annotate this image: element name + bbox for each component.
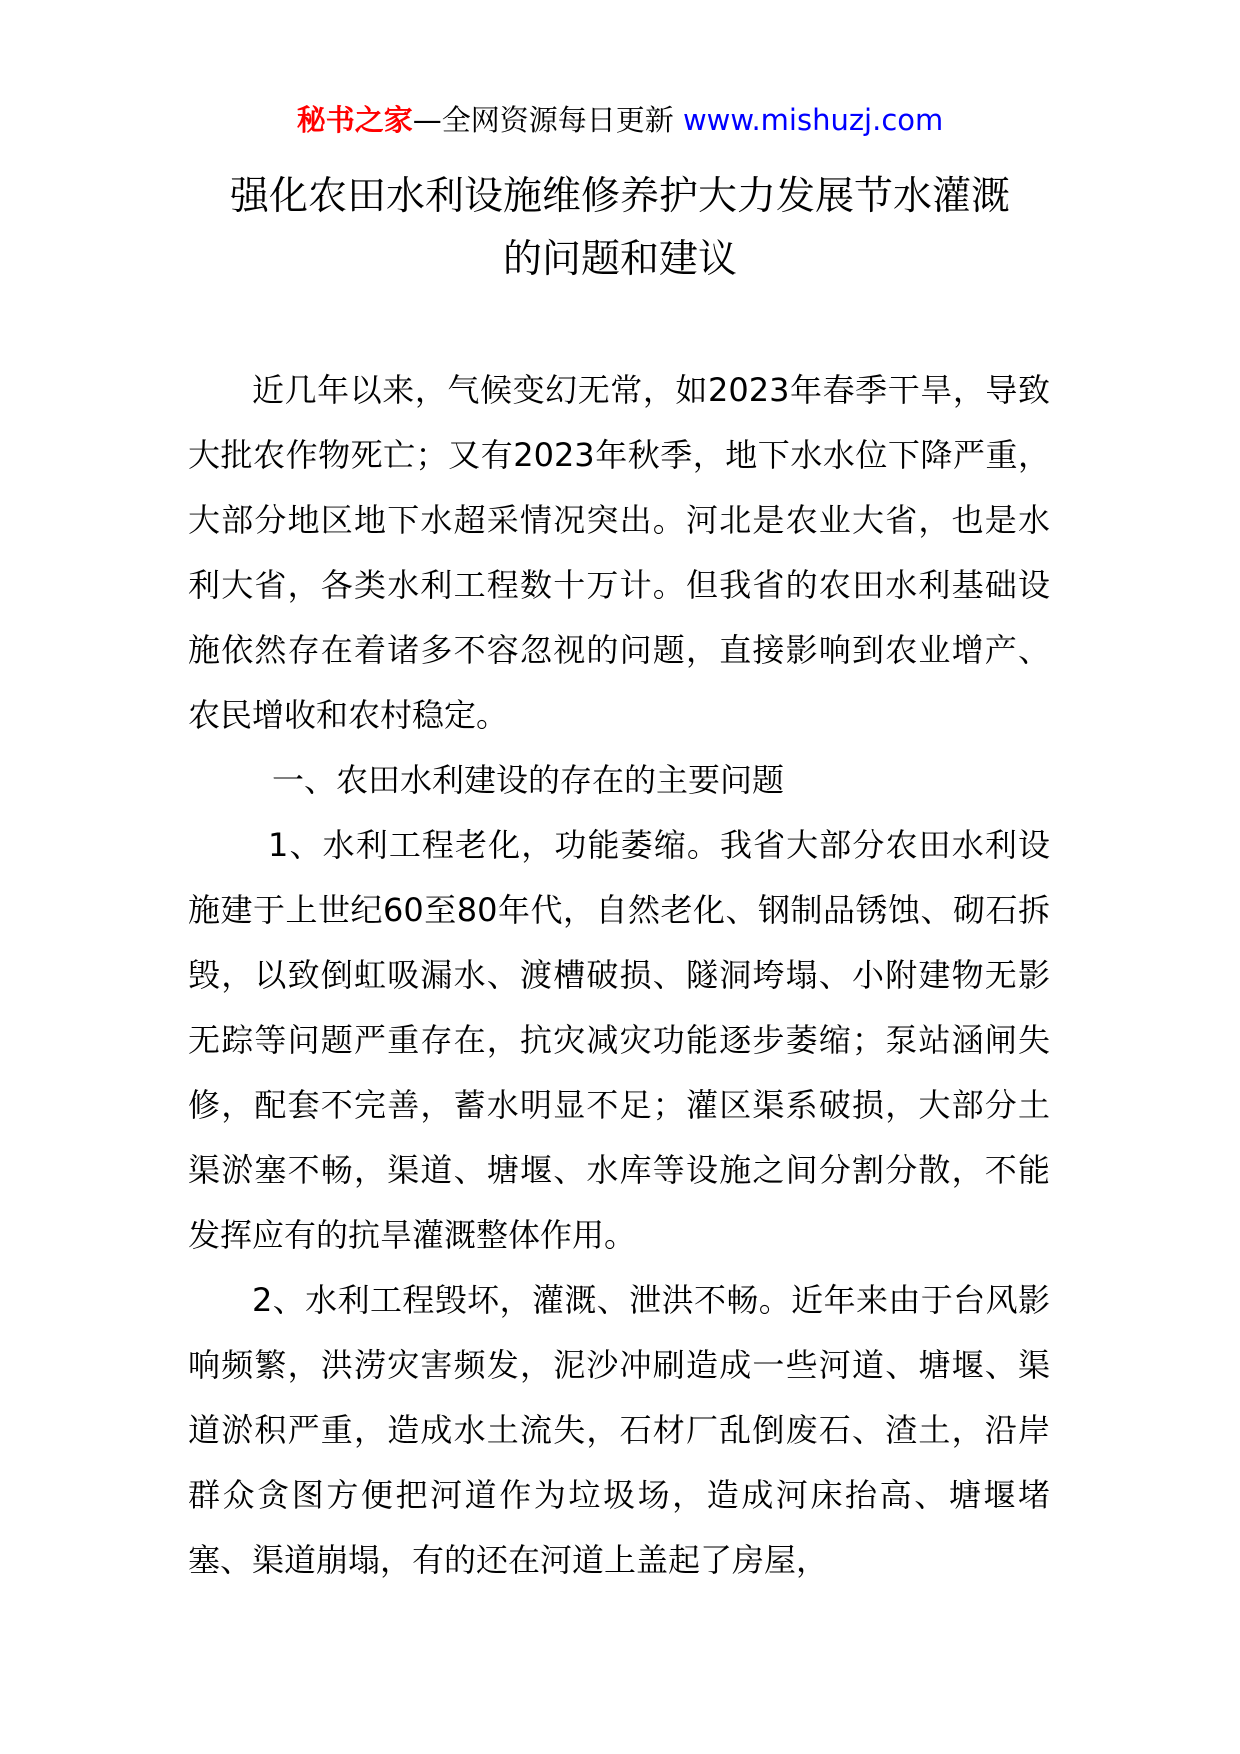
intro-paragraph: 近几年以来，气候变幻无常，如2023年春季干旱，导致大批农作物死亡；又有2023年秋季，地下水水位下降严重，大部分地区地下水超采情况突出。河北是农业大省，也是水利大省，各类水利工程数十万计。但我省的农田水利基础设施依然存在着诸多不容忽视的问题，直接影响到农业增产、农民增收和农村稳定。 (188, 371, 1050, 734)
document-title (150, 165, 1090, 291)
document-body (188, 358, 1050, 1593)
site-brand: 秘书之家 (296, 103, 413, 137)
site-tagline: —全网资源每日更新 (412, 103, 683, 137)
title-line-2: 的问题和建议 (502, 237, 737, 282)
site-banner (0, 100, 1240, 140)
section-heading: 一、农田水利建设的存在的主要问题 (272, 761, 785, 799)
title-line-1: 强化农田水利设施维修养护大力发展节水灌溉 (229, 174, 1010, 219)
problem-item-1: 1、水利工程老化，功能萎缩。我省大部分农田水利设施建于上世纪60至80年代，自然老化、钢制品锈蚀、砌石拆毁，以致倒虹吸漏水、渡槽破损、隧洞垮塌、小附建物无影无踪等问题严重存在，抗灾减灾功能逐步萎缩；泵站涵闸失修，配套不完善，蓄水明显不足；灌区渠系破损，大部分土渠淤塞不畅，渠道、塘堰、水库等设施之间分割分散，不能发挥应有的抗旱灌溉整体作用。 (188, 826, 1050, 1254)
problem-item-2: 2、水利工程毁坏，灌溉、泄洪不畅。近年来由于台风影响频繁，洪涝灾害频发，泥沙冲刷造成一些河道、塘堰、渠道淤积严重，造成水土流失，石材厂乱倒废石、渣土，沿岸群众贪图方便把河道作为垃圾场，造成河床抬高、塘堰堵塞、渠道崩塌，有的还在河道上盖起了房屋， (188, 1281, 1050, 1579)
site-url-link[interactable]: www.mishuzj.com (682, 103, 944, 137)
